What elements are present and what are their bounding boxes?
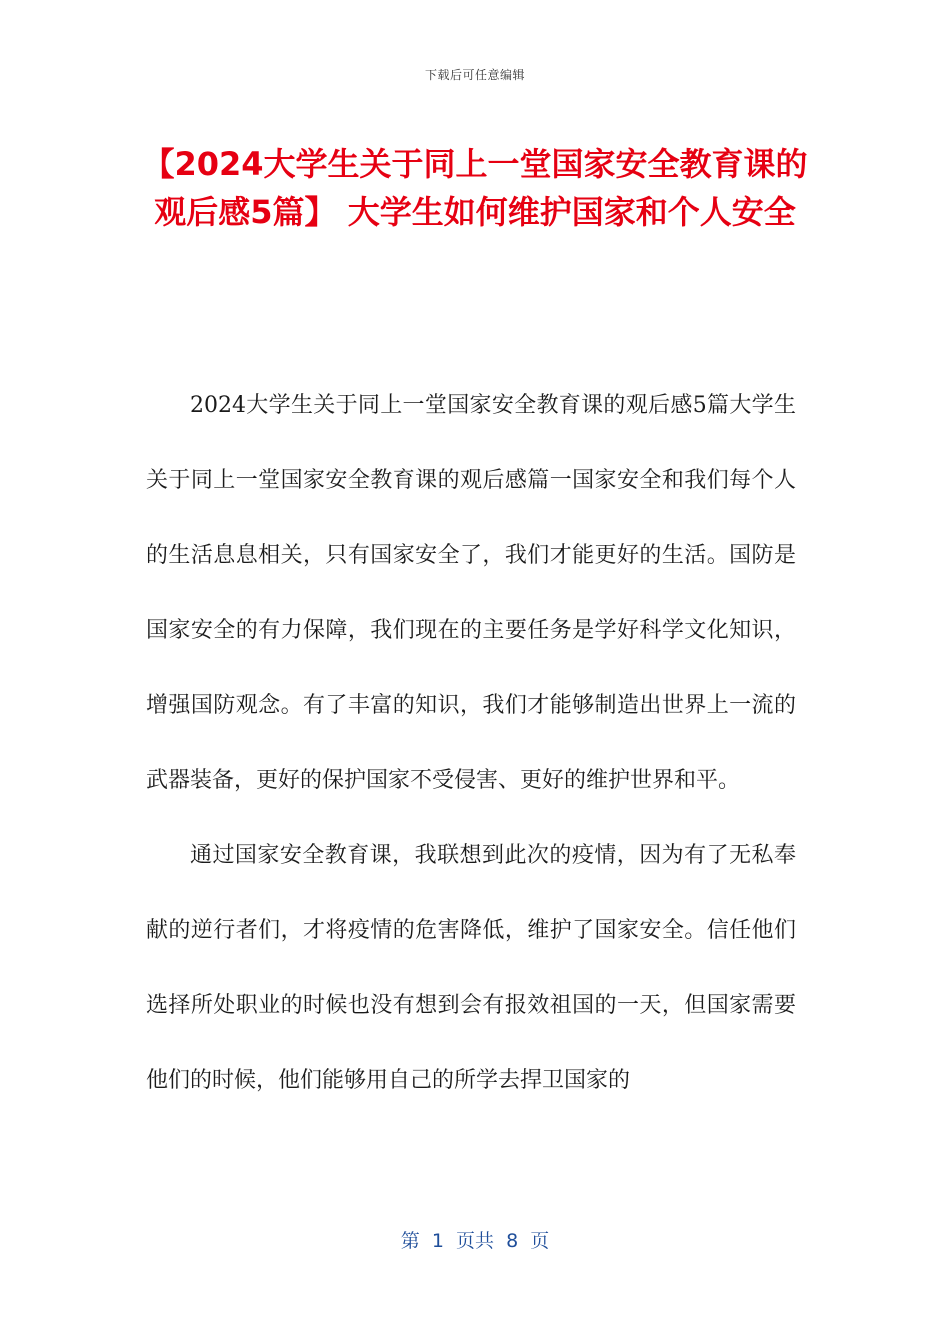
page-indicator: 第 1 页共 8 页 [400, 1230, 550, 1252]
document-title: 【2024大学生关于同上一堂国家安全教育课的观后感5篇】 大学生如何维护国家和个人安全 [142, 145, 808, 231]
body-paragraph: 2024大学生关于同上一堂国家安全教育课的观后感5篇大学生关于同上一堂国家安全教育课的观后感篇一国家安全和我们每个人的生活息息相关，只有国家安全了，我们才能更好的生活。国防是国家安全的有力保障，我们现在的主要任务是学好科学文化知识，增强国防观念。有了丰富的知识，我们才能够制造出世界上一流的武器装备，更好的保护国家不受侵害、更好的维护世界和平。 [146, 393, 796, 793]
header-note: 下载后可任意编辑 [424, 68, 525, 82]
body-paragraph: 通过国家安全教育课，我联想到此次的疫情，因为有了无私奉献的逆行者们，才将疫情的危害降低，维护了国家安全。信任他们选择所处职业的时候也没有想到会有报效祖国的一天，但国家需要他们的时候，他们能够用自己的所学去捍卫国家的 [146, 843, 796, 1093]
document-body [146, 368, 796, 1118]
